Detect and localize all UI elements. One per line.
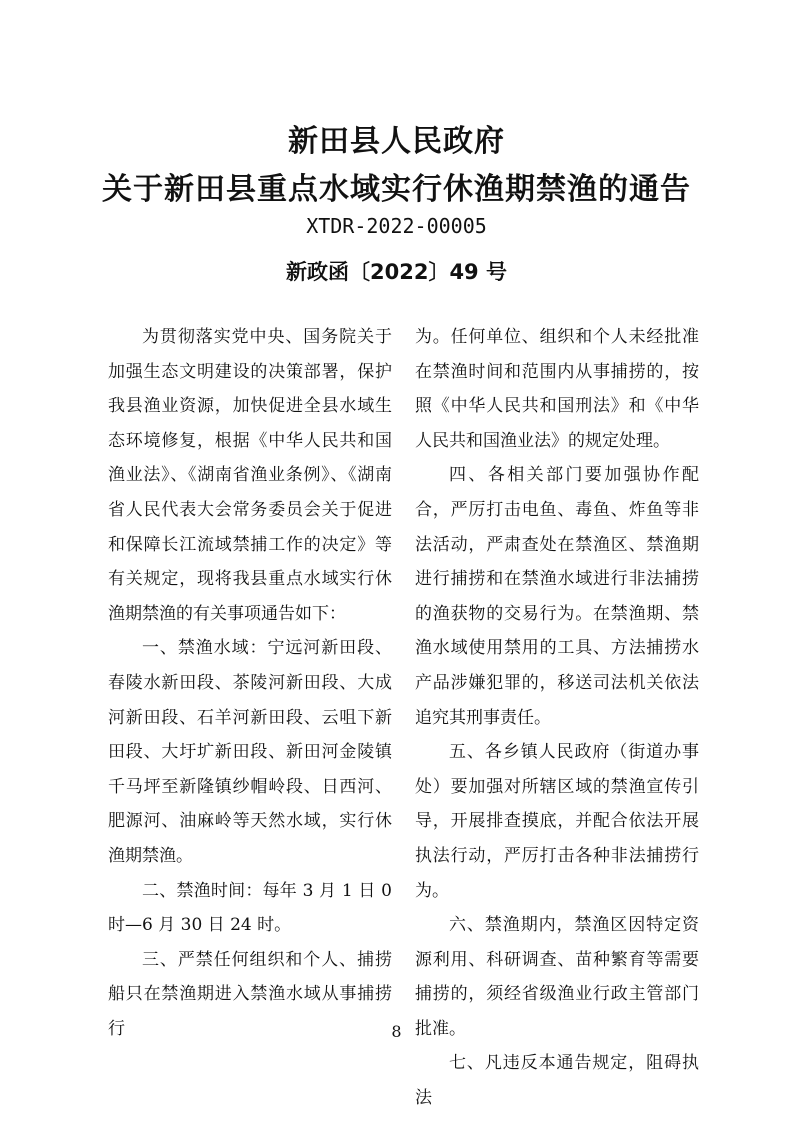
paragraph-intro: 为贯彻落实党中央、国务院关于加强生态文明建设的决策部署，保护我县渔业资源，加快促进全县水域生态环境修复，根据《中华人民共和国渔业法》、《湖南省渔业条例》、《湖南省人民代表大会常务委员会关于促进和保障长江流域禁捕工作的决定》等有关规定，现将我县重点水域实行休渔期禁渔的有关事项通告如下：	[108, 327, 392, 624]
paragraph-item-4: 四、各相关部门要加强协作配合，严厉打击电鱼、毒鱼、炸鱼等非法活动，严肃查处在禁渔区、禁渔期进行捕捞和在禁渔水域进行非法捕捞的渔获物的交易行为。在禁渔期、禁渔水域使用禁用的工具、方法捕捞水产品涉嫌犯罪的，移送司法机关依法追究其刑事责任。	[415, 465, 699, 728]
paragraph-item-3-start: 三、严禁任何组织和个人、捕捞船只在禁渔期进入禁渔水域从事捕捞行	[108, 949, 392, 1039]
right-text-column	[415, 320, 699, 1116]
paragraph-item-3-continued: 为。任何单位、组织和个人未经批准在禁渔时间和范围内从事捕捞的，按照《中华人民共和国刑法》和《中华人民共和国渔业法》的规定处理。	[415, 327, 699, 451]
page-number: 8	[391, 1022, 402, 1041]
paragraph-item-1: 一、禁渔水域：宁远河新田段、春陵水新田段、茶陵河新田段、大成河新田段、石羊河新田段、云咀下新田段、大圩圹新田段、新田河金陵镇千马坪至新隆镇纱帽岭段、日西河、肥源河、油麻岭等天然水域，实行休渔期禁渔。	[108, 638, 392, 866]
document-code: XTDR-2022-00005	[306, 214, 487, 238]
left-text-column	[108, 320, 392, 1046]
paragraph-item-2: 二、禁渔时间：每年 3 月 1 日 0 时—6 月 30 日 24 时。	[108, 880, 392, 936]
document-number: 新政函〔2022〕49 号	[286, 260, 507, 284]
paragraph-item-5: 五、各乡镇人民政府（街道办事处）要加强对所辖区域的禁渔宣传引导，开展排查摸底，并配合依法开展执法行动，严厉打击各种非法捕捞行为。	[415, 742, 699, 901]
paragraph-item-7-start: 七、凡违反本通告规定，阻碍执法	[415, 1053, 699, 1109]
document-title-line-2: 关于新田县重点水域实行休渔期禁渔的通告	[102, 172, 691, 207]
paragraph-item-6: 六、禁渔期内，禁渔区因特定资源利用、科研调查、苗种繁育等需要捕捞的，须经省级渔业行政主管部门批准。	[415, 915, 699, 1039]
document-title-line-1: 新田县人民政府	[288, 124, 505, 159]
